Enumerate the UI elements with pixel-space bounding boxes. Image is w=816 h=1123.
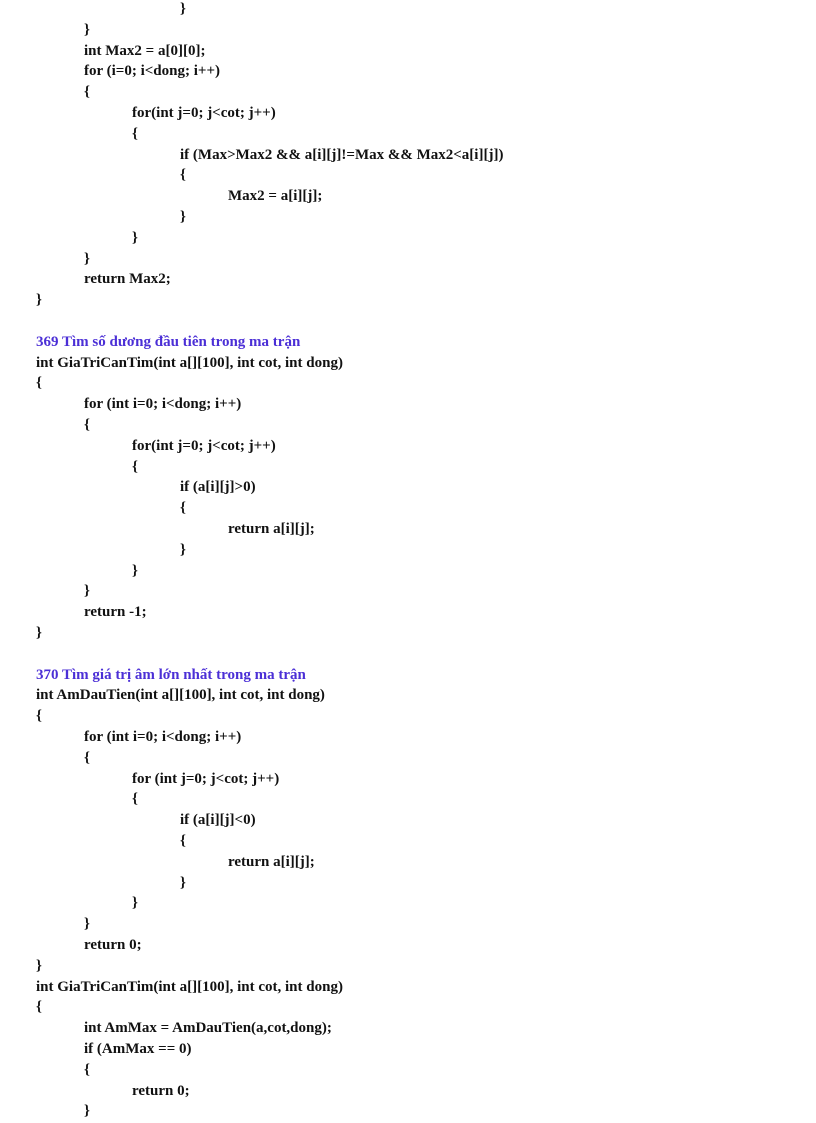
code-line: for (i=0; i<dong; i++) <box>84 63 220 80</box>
code-line: int GiaTriCanTim(int a[][100], int cot, int dong) <box>36 354 343 371</box>
code-line: } <box>180 541 186 558</box>
code-line: } <box>84 21 90 38</box>
code-line: { <box>180 500 186 517</box>
code-line: return a[i][j]; <box>228 521 315 537</box>
code-line: Max2 = a[i][j]; <box>228 188 323 205</box>
code-line: { <box>180 167 186 184</box>
code-line: { <box>84 84 90 101</box>
code-line: } <box>180 1 186 17</box>
code-line: } <box>84 250 90 267</box>
code-line: { <box>132 458 138 475</box>
code-line: if (a[i][j]<0) <box>180 812 256 829</box>
code-line: return 0; <box>84 937 142 953</box>
code-line: for(int j=0; j<cot; j++) <box>132 437 276 454</box>
code-line: { <box>84 749 90 766</box>
code-line: int AmDauTien(int a[][100], int cot, int dong) <box>36 687 325 704</box>
code-line: } <box>36 625 42 641</box>
code-line: { <box>36 999 42 1016</box>
code-line: for(int j=0; j<cot; j++) <box>132 105 276 121</box>
code-line: } <box>132 562 138 579</box>
code-line: } <box>84 583 90 600</box>
code-line: if (a[i][j]>0) <box>180 479 256 496</box>
code-line: { <box>84 1061 90 1078</box>
code-line: return Max2; <box>84 271 171 288</box>
code-line: { <box>132 791 138 808</box>
code-line: if (Max>Max2 && a[i][j]!=Max && Max2<a[i][j]) <box>180 146 504 163</box>
code-line: } <box>36 957 42 974</box>
code-line: } <box>180 209 186 225</box>
code-line: } <box>84 1103 90 1120</box>
code-line: } <box>132 229 138 246</box>
code-line: } <box>36 292 42 309</box>
code-line: } <box>84 916 90 933</box>
code-line: return a[i][j]; <box>228 853 315 870</box>
section-heading: 369 Tìm số dương đầu tiên trong ma trận <box>36 333 301 350</box>
code-line: { <box>180 833 186 849</box>
code-line: int Max2 = a[0][0]; <box>84 42 206 59</box>
code-line: { <box>132 125 138 142</box>
code-line: return 0; <box>132 1082 190 1099</box>
code-line: } <box>132 895 138 912</box>
code-line: { <box>36 375 42 392</box>
code-line: int AmMax = AmDauTien(a,cot,dong); <box>84 1020 332 1037</box>
code-line: { <box>84 417 90 433</box>
code-line: for (int i=0; i<dong; i++) <box>84 396 242 413</box>
code-line: for (int j=0; j<cot; j++) <box>132 770 280 787</box>
code-line: return -1; <box>84 604 147 621</box>
code-line: if (AmMax == 0) <box>84 1041 192 1057</box>
code-line: } <box>180 874 186 891</box>
code-line: { <box>36 708 42 725</box>
code-line: int GiaTriCanTim(int a[][100], int cot, int dong) <box>36 978 343 995</box>
code-line: for (int i=0; i<dong; i++) <box>84 729 242 745</box>
section-heading: 370 Tìm giá trị âm lớn nhất trong ma trận <box>36 666 306 683</box>
